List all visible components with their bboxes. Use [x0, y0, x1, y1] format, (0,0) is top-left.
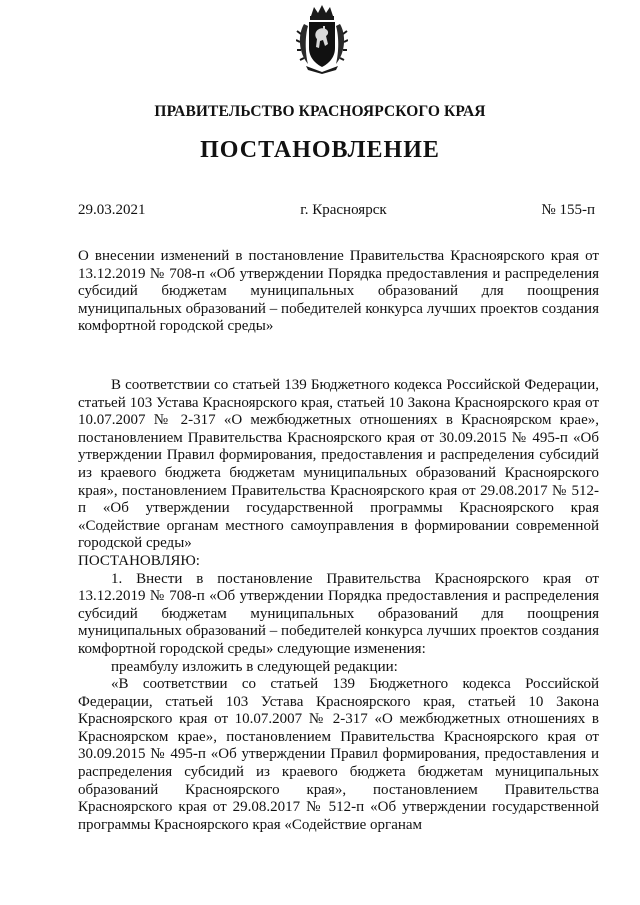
coat-of-arms-emblem — [296, 4, 348, 74]
preamble-instruction: преамбулу изложить в следующей редакции: — [111, 658, 398, 675]
document-number: № 155-п — [541, 202, 595, 218]
government-title: ПРАВИТЕЛЬСТВО КРАСНОЯРСКОГО КРАЯ — [154, 103, 486, 120]
document-city: г. Красноярск — [300, 202, 387, 218]
new-preamble-paragraph: «В соответствии со статьей 139 Бюджетного кодекса Российской Федерации, статьей 103 Устава Красноярского края, статьей 10 Закона Красноярского края от 10.07.2007 № 2-317 «О межбюджетных отношениях в Красноярском крае», постановлением Правительства Красноярского края от 30.09.2015 № 495-п «Об утверждении Правил формирования, предоставления и распределения субсидий из краевого бюджета бюджетам муниципальных образований Красноярского края», постановлением Правительства Красноярского края от 29.08.2017 № 512-п «Об утверждении государственной программы Красноярского края «Содействие органам — [78, 676, 599, 833]
preamble-paragraph: В соответствии со статьей 139 Бюджетного кодекса Российской Федерации, статьей 103 Устава Красноярского края, статьей 10 Закона Красноярского края от 10.07.2007 № 2-317 «О межбюджетных отношениях в Красноярском крае», постановлением Правительства Красноярского края от 30.09.2015 № 495-п «Об утверждении Правил формирования, предоставления и распределения субсидий из краевого бюджета бюджетам муниципальных образований Красноярского края», постановлением Правительства Красноярского края от 29.08.2017 № 512-п «Об утверждении государственной программы Красноярского края «Содействие органам местного самоуправления в формировании современной городской среды» — [78, 377, 599, 552]
document-type-heading: ПОСТАНОВЛЕНИЕ — [200, 137, 440, 163]
document-meta-row — [78, 202, 595, 219]
decree-word: ПОСТАНОВЛЯЮ: — [78, 552, 200, 569]
item-1-paragraph: 1. Внести в постановление Правительства Красноярского края от 13.12.2019 № 708-п «Об утверждении Порядка предоставления и распределения субсидий бюджетам муниципальных образований для поощрения муниципальных образований – победителей конкурса лучших проектов создания комфортной городской среды» следующие изменения: — [78, 570, 599, 657]
document-subject: О внесении изменений в постановление Правительства Красноярского края от 13.12.2019 № 708-п «Об утверждении Порядка предоставления и распределения субсидий бюджетам муниципальных образований для поощрения муниципальных образований – победителей конкурса лучших проектов создания комфортной городской среды» — [78, 248, 599, 335]
document-body — [78, 377, 599, 834]
document-date: 29.03.2021 — [78, 202, 146, 218]
